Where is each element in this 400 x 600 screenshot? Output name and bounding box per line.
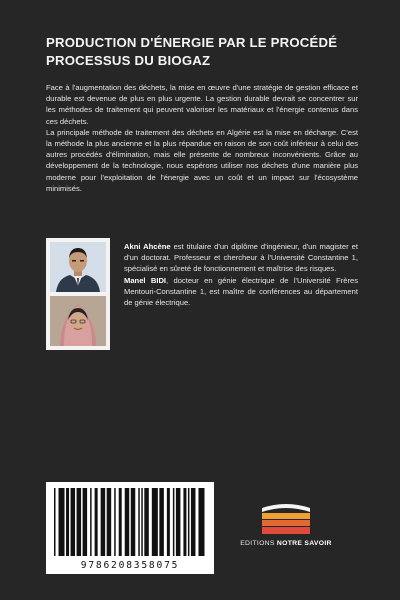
barcode-bar xyxy=(138,488,140,556)
barcode-bar xyxy=(119,488,122,556)
barcode-bar xyxy=(159,488,164,556)
barcode-bar xyxy=(141,488,143,556)
publisher-logo xyxy=(222,498,350,554)
barcode-bar xyxy=(101,488,106,556)
woman-portrait-icon xyxy=(50,296,106,346)
barcode-bar xyxy=(176,488,181,556)
barcode-bar xyxy=(144,488,149,556)
barcode-bar xyxy=(198,488,204,556)
barcode-bar xyxy=(125,488,130,556)
barcode-bar xyxy=(131,488,136,556)
author-name-2: Manel BIDI xyxy=(124,275,167,285)
publisher-name-strong: NOTRE SAVOIR xyxy=(276,540,332,547)
barcode-bar xyxy=(95,488,98,556)
barcode-bar xyxy=(59,488,65,556)
barcode-bar xyxy=(71,488,76,556)
barcode-bars xyxy=(54,488,206,556)
publisher-name-prefix: EDITIONS xyxy=(240,540,277,547)
man-portrait-icon xyxy=(50,242,106,292)
author-photos xyxy=(46,238,110,350)
back-cover-synopsis xyxy=(46,82,358,194)
synopsis-paragraph-1: Face à l'augmentation des déchets, la mise en œuvre d'une stratégie de gestion efficace et durable est devenue de plus en plus urgente. La gestion durable devrait se concentrer sur les méthodes de traitement qui peuvent valoriser les matériaux et l'énergie contenus dans ces déchets. xyxy=(46,83,358,126)
author-bio-text-2: , docteur en génie électrique de l'Université Frères Mentouri-Constantine 1, est maître de conférences au département de génie électrique. xyxy=(124,275,358,308)
barcode-bar xyxy=(183,488,186,556)
barcode-bar xyxy=(107,488,112,556)
author-photo-1 xyxy=(50,242,106,292)
author-bio-text-1: est titulaire d'un diplôme d'ingénieur, d'un magister et d'un doctorat. Professeur et chercheur à l'Université Constantine 1, spécialisé en sûreté de fonctionnement et maîtrise des risques. xyxy=(124,242,358,274)
barcode-bar xyxy=(90,488,92,556)
book-title: PRODUCTION D'ÉNERGIE PAR LE PROCÉDÉ PROCESSUS DU BIOGAZ xyxy=(46,35,338,68)
barcode-bar xyxy=(173,488,175,556)
synopsis-paragraph-2: La principale méthode de traitement des déchets en Algérie est la mise en décharge. C'est la méthode la plus ancienne et la plus répandue en raison de son coût inférieur à celui des autres procédés d'élimination, mais elle présente de nombreux inconvénients. Grâce au développement de la technologie, nous espérons utiliser nos déchets d'une manière plus moderne pour l'exploitation de l'énergie avec un coût et un impact sur l'écosystème minimisés. xyxy=(46,127,358,193)
barcode-bar xyxy=(114,488,116,556)
barcode-bar xyxy=(191,488,196,556)
open-book-stack-icon xyxy=(222,498,350,538)
barcode-bar xyxy=(54,488,56,556)
barcode-bar xyxy=(77,488,82,556)
barcode-bar xyxy=(66,488,69,556)
publisher-name xyxy=(222,540,350,547)
barcode-bar xyxy=(188,488,190,556)
author-bio-1 xyxy=(124,241,358,275)
barcode-bar xyxy=(152,488,158,556)
author-name-1: Akni Ahcène xyxy=(124,242,171,251)
isbn-number: 9786208358075 xyxy=(80,560,180,571)
barcode-bar xyxy=(83,488,88,556)
author-photo-2 xyxy=(50,296,106,346)
barcode-bar xyxy=(167,488,170,556)
author-bios xyxy=(124,241,358,308)
author-bio-2 xyxy=(124,275,358,309)
isbn-barcode xyxy=(46,482,214,574)
